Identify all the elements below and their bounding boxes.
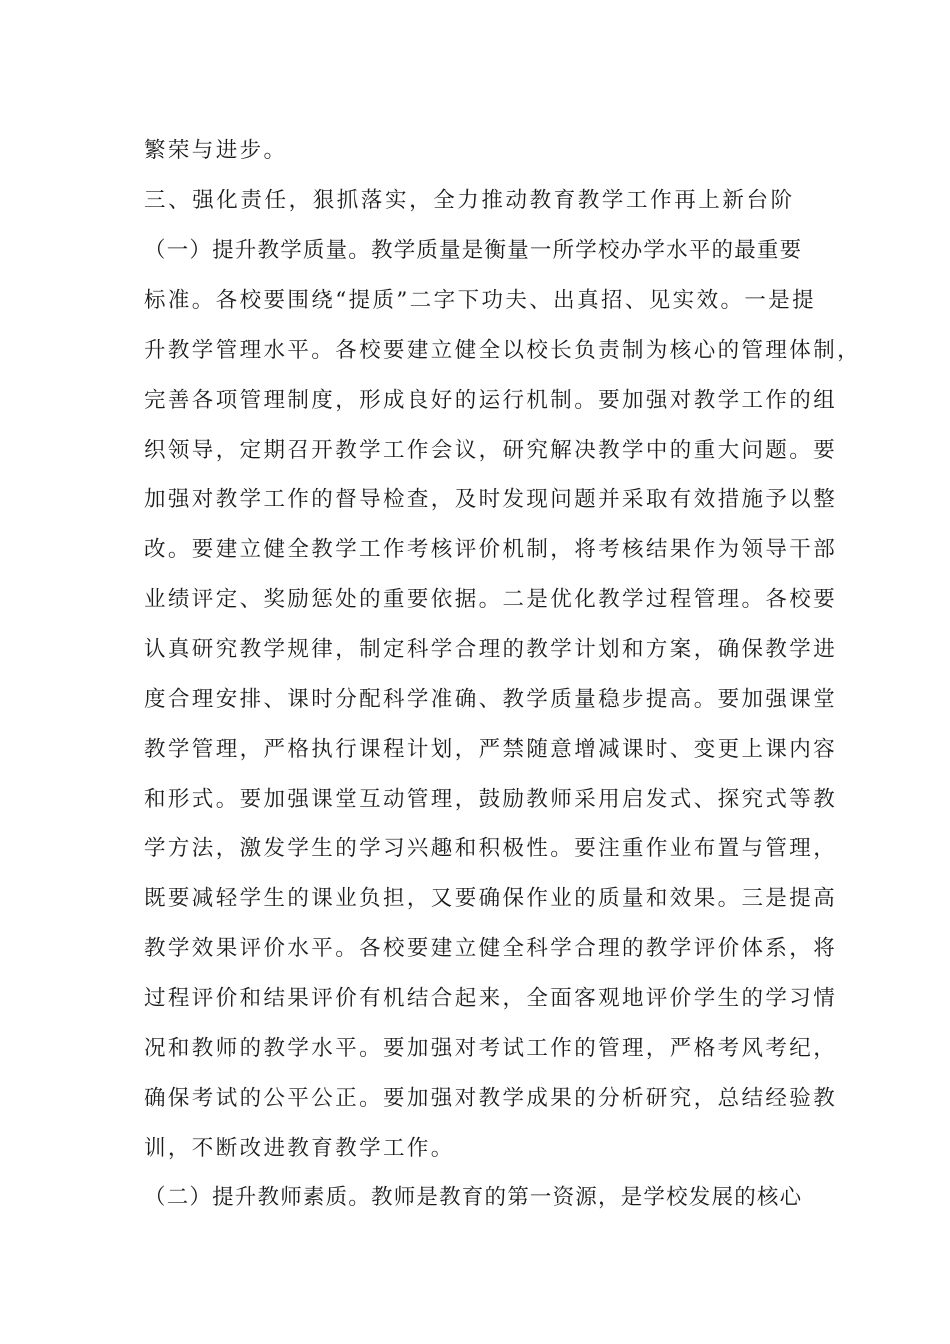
text-line: 标准。各校要围绕“提质”二字下功夫、出真招、见实效。一是提	[144, 288, 817, 313]
text-line: 织领导，定期召开教学工作会议，研究解决教学中的重大问题。要	[144, 438, 838, 463]
text-line: 改。要建立健全教学工作考核评价机制，将考核结果作为领导干部	[144, 537, 838, 562]
text-line: 既要减轻学生的课业负担，又要确保作业的质量和效果。三是提高	[144, 886, 838, 911]
text-line: 训，不断改进教育教学工作。	[144, 1136, 455, 1161]
text-line: 教学管理，严格执行课程计划，严禁随意增减课时、变更上课内容	[144, 737, 838, 762]
text-line: 确保考试的公平公正。要加强对教学成果的分析研究，总结经验教	[144, 1086, 838, 1111]
text-line: 繁荣与进步。	[144, 138, 288, 163]
text-line: 和形式。要加强课堂互动管理，鼓励教师采用启发式、探究式等教	[144, 787, 838, 812]
section-heading: 三、强化责任，狠抓落实，全力推动教育教学工作再上新台阶	[144, 188, 795, 213]
text-line: 加强对教学工作的督导检查，及时发现问题并采取有效措施予以整	[144, 487, 838, 512]
text-line: 业绩评定、奖励惩处的重要依据。二是优化教学过程管理。各校要	[144, 587, 838, 612]
text-line: 教学效果评价水平。各校要建立健全科学合理的教学评价体系，将	[144, 936, 838, 961]
text-line: 过程评价和结果评价有机结合起来，全面客观地评价学生的学习情	[144, 986, 838, 1011]
text-line: （一）提升教学质量。教学质量是衡量一所学校办学水平的最重要	[144, 238, 803, 263]
text-line: 学方法，激发学生的学习兴趣和积极性。要注重作业布置与管理，	[144, 836, 838, 861]
text-line: 完善各项管理制度，形成良好的运行机制。要加强对教学工作的组	[144, 388, 838, 413]
text-line: 认真研究教学规律，制定科学合理的教学计划和方案，确保教学进	[144, 637, 838, 662]
text-line: 况和教师的教学水平。要加强对考试工作的管理，严格考风考纪，	[144, 1036, 838, 1061]
text-line: 度合理安排、课时分配科学准确、教学质量稳步提高。要加强课堂	[144, 687, 838, 712]
text-line: 升教学管理水平。各校要建立健全以校长负责制为核心的管理体制，	[144, 338, 862, 363]
text-line: （二）提升教师素质。教师是教育的第一资源，是学校发展的核心	[144, 1185, 803, 1210]
